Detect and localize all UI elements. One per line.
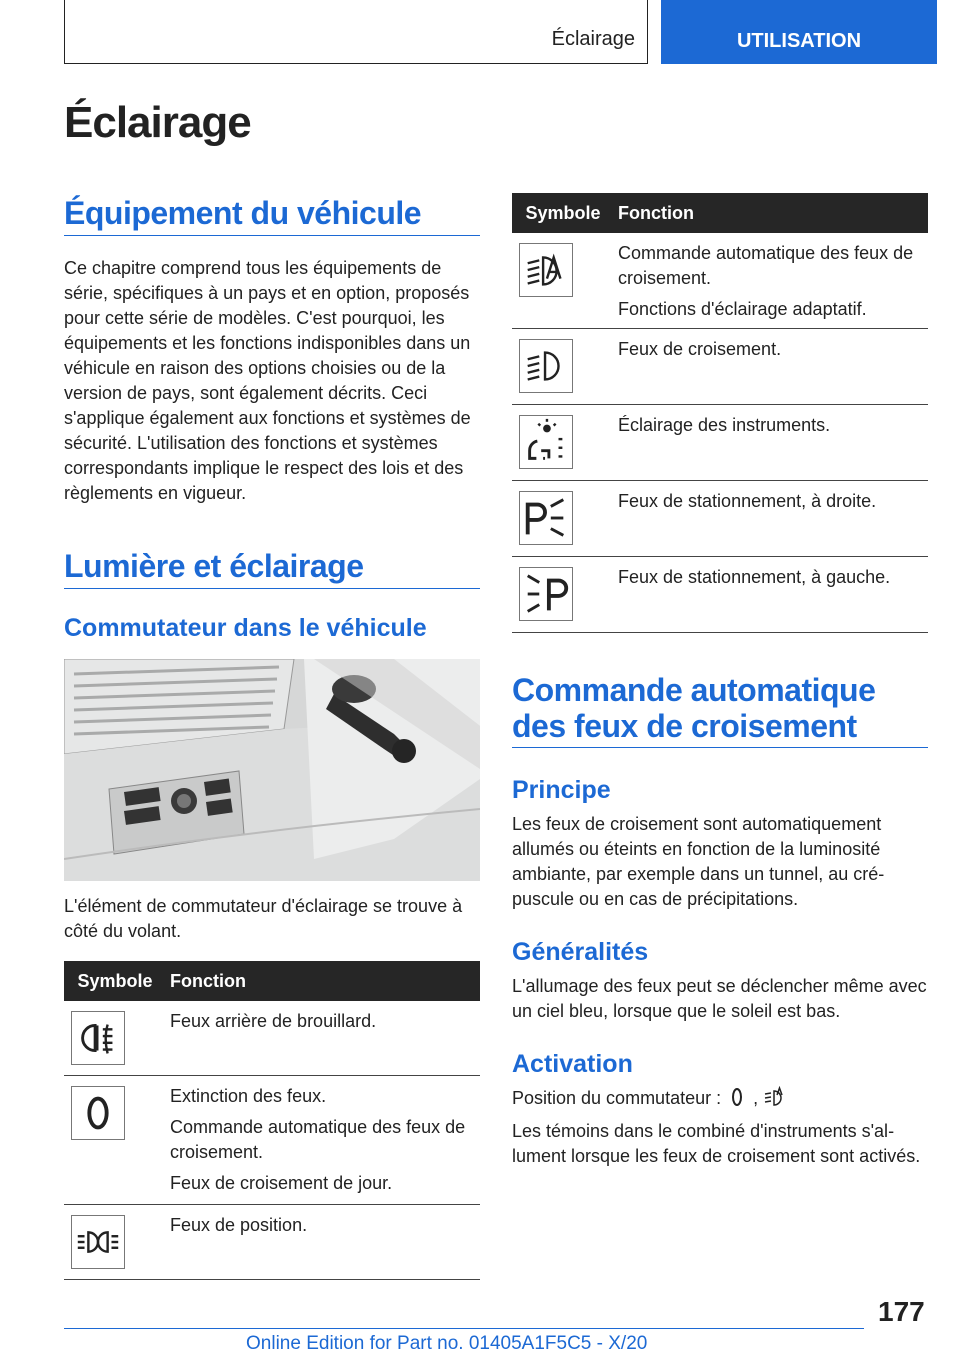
page-title: Éclairage (64, 98, 251, 147)
table-row (512, 481, 928, 557)
paragraph-equipment: Ce chapitre comprend tous les équipements de série, spécifiques à un pays et en option, proposés pour cette série de modèles. C'est pourquoi, les équipements et les fonctions indisponibles dans un véhicule en raison des options choisies ou de la version de pays, sont également décrits. Ceci s'applique également aux fonctions et systèmes de sécurité. L'utilisation des fonctions et systèmes correspondants implique le respect des lois et des règlements en vigueur. (64, 258, 471, 503)
heading-rule (64, 235, 480, 236)
function-text: Feux de stationnement, à droite. (618, 491, 877, 511)
paragraph-activation (512, 1086, 928, 1111)
heading-activation: Activation (512, 1050, 633, 1078)
heading-principle: Principe (512, 776, 611, 804)
heading-equipment: Équipement du véhicule (64, 195, 422, 231)
auto-low-beam-icon (763, 1086, 785, 1108)
right-symbol-table (512, 193, 928, 633)
function-text: Commande automatique des feux de croisement. (618, 243, 914, 288)
parking-light-right-icon (519, 491, 573, 545)
header-section-box (64, 0, 648, 64)
table-header (512, 193, 928, 233)
column-header-symbol: Symbole (77, 970, 153, 991)
function-text: Feux arrière de brouillard. (170, 1011, 377, 1031)
heading-rule (512, 747, 928, 748)
table-row (512, 329, 928, 405)
function-text: Feux de stationnement, à gauche. (618, 567, 891, 587)
heading-rule (64, 588, 480, 589)
table-row (64, 1076, 480, 1205)
heading-general: Généralités (512, 938, 649, 966)
table-row (512, 233, 928, 329)
function-text: Feux de croisement. (618, 339, 782, 359)
instrument-lighting-icon (519, 415, 573, 469)
page-number: 177 (878, 1296, 925, 1327)
footer-rule (64, 1328, 864, 1329)
function-text: Feux de position. (170, 1215, 308, 1235)
parking-lights-icon (71, 1215, 125, 1269)
column-header-function: Fonction (618, 202, 694, 223)
heading-switch: Commutateur dans le véhicule (64, 614, 427, 642)
table-row (64, 1001, 480, 1076)
low-beam-icon (519, 339, 573, 393)
header-section-title: Éclairage (551, 28, 635, 50)
paragraph-principle: Les feux de croisement sont automatiquement allumés ou éteints en fonction de la luminosité ambiante, par exemple dans un tunnel, au crépuscule ou en cas de précipitations. (512, 814, 885, 909)
paragraph-activation-indicators: Les témoins dans le combiné d'instruments s'allument lorsque les feux de croisement sont activés. (512, 1121, 921, 1166)
heading-auto-low-beam: Commande automatique des feux de croisement (512, 672, 876, 744)
auto-low-beam-icon (519, 243, 573, 297)
lights-off-icon (71, 1086, 125, 1140)
table-row (512, 557, 928, 633)
lights-off-icon (726, 1086, 748, 1108)
table-row (512, 405, 928, 481)
column-header-symbol: Symbole (525, 202, 601, 223)
column-header-function: Fonction (170, 970, 246, 991)
left-symbol-table (64, 961, 480, 1280)
activation-prefix: Position du commutateur : (512, 1088, 722, 1108)
light-switch-photo (64, 659, 480, 881)
function-text: Éclairage des instruments. (618, 415, 831, 435)
function-text: Fonctions d'éclairage adaptatif. (618, 299, 867, 319)
table-header (64, 961, 480, 1001)
function-text: Feux de croisement de jour. (170, 1173, 393, 1193)
footer-edition: Online Edition for Part no. 01405A1F5C5 - X/20 (246, 1333, 648, 1354)
parking-light-left-icon (519, 567, 573, 621)
activation-separator: , (753, 1088, 759, 1108)
paragraph-general: L'allumage des feux peut se déclencher même avec un ciel bleu, lorsque que le soleil est bas. (512, 976, 927, 1021)
heading-lighting: Lumière et éclairage (64, 548, 364, 584)
table-row (64, 1205, 480, 1280)
rear-fog-light-icon (71, 1011, 125, 1065)
paragraph-switch: L'élément de commutateur d'éclairage se trouve à côté du volant. (64, 896, 463, 941)
function-text: Commande automatique des feux de croisement. (170, 1117, 466, 1162)
header-chapter-tab[interactable]: UTILISATION (661, 0, 937, 64)
function-text: Extinction des feux. (170, 1086, 327, 1106)
